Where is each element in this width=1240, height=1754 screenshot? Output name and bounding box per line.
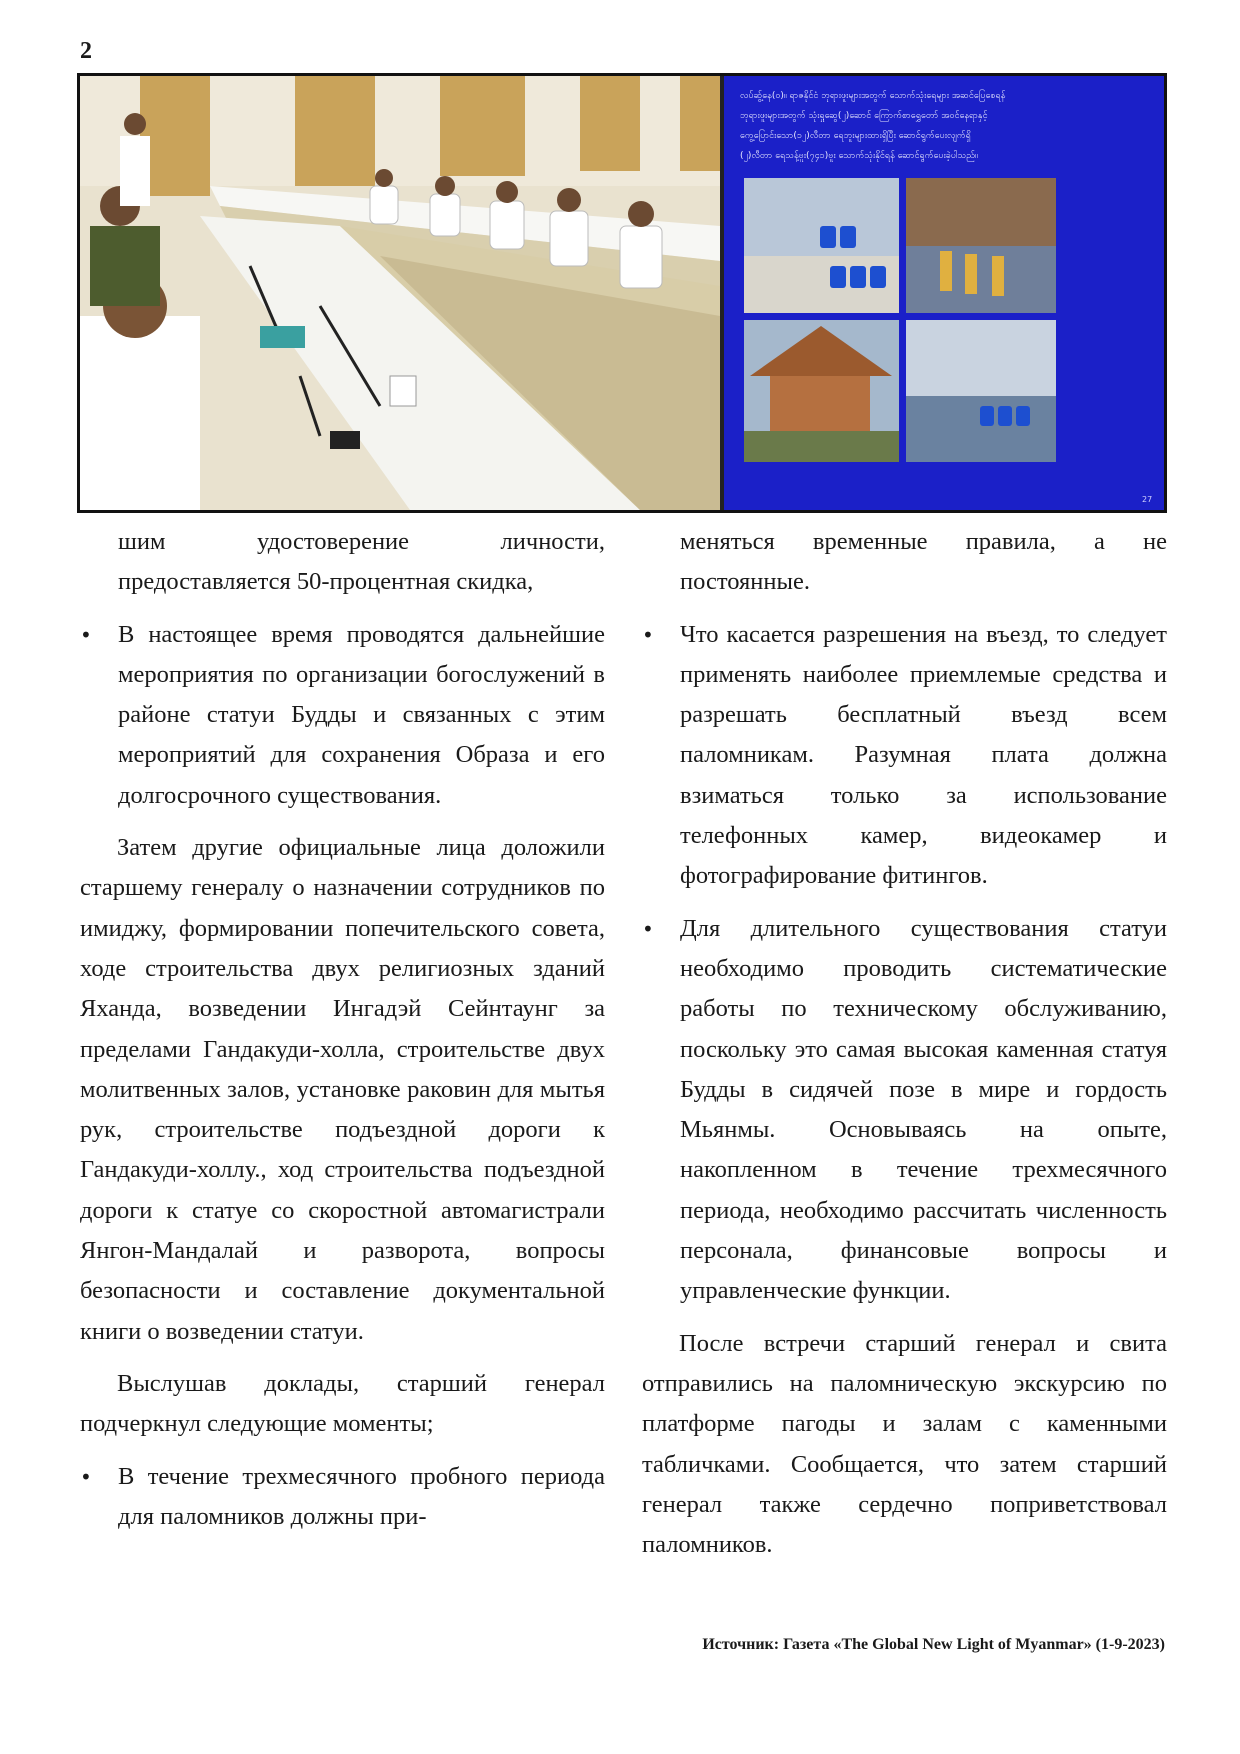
meeting-photo <box>77 73 1167 513</box>
meeting-photo-illustration <box>80 76 1164 510</box>
bullet-glyph: • <box>642 916 654 941</box>
paragraph-continuation: шим удостоверение личности, предоставляется 50-процентная скидка, <box>118 528 605 596</box>
bullet-text: В течение трехмесячного пробного периода для паломников должны при- <box>118 1462 605 1530</box>
bullet-glyph: • <box>642 622 654 647</box>
slide-line-3: ကွေ့ပြောင်းသော(၁၂)လီတာ ရေဘူးများထားရှိပြီး ဆောင်ရွက်ပေးလျက်ရှိ <box>740 131 971 141</box>
bullet-glyph: • <box>80 1464 92 1489</box>
bullet-item <box>80 615 605 816</box>
bullet-item <box>80 1457 605 1538</box>
paragraph-continuation: меняться временные правила, а не постоянные. <box>680 528 1167 596</box>
left-column <box>80 522 605 1549</box>
bullet-item <box>642 615 1167 897</box>
slide-line-2: ဘုရားဖူးများအတွက် သုံးရှုဆွေ(၂)ဆောင် ကြောက်စာရွှေတော် အဝင်နေရာနှင့် <box>740 111 988 121</box>
bullet-text: В настоящее время проводятся дальнейшие мероприятия по организации богослужений в районе статуи Будды и связанных с этим мероприятий для сохранения Образа и его долгосрочного существования. <box>118 620 605 809</box>
paragraph: Выслушав доклады, старший генерал подчеркнул следующие моменты; <box>80 1369 605 1438</box>
slide-page-number: 27 <box>1142 495 1153 504</box>
bullet-item <box>642 909 1167 1312</box>
paragraph: После встречи старший генерал и свита отправились на паломническую экскурсию по платформе пагоды и залам с каменными табличками. Сообщается, что затем старший генерал также сердечно поприветствовал паломников. <box>642 1329 1167 1559</box>
source-credit: Источник: Газета «The Global New Light of Myanmar» (1-9-2023) <box>702 1636 1165 1653</box>
bullet-glyph: • <box>80 622 92 647</box>
paragraph: Затем другие официальные лица доложили старшему генералу о назначении сотрудников по имиджу, формировании попечительского совета, ходе строительства двух религиозных зданий Яханда, возведении Ингадэй Сейнтаунг за пределами Гандакуди-холла, строительстве двух молитвенных залов, установке раковин для мытья рук, строительстве подъездной дороги к Гандакуди-холлу., ход строительства подъездной дороги к статуе со скоростной автомагистрали Янгон-Мандалай и разворота, вопросы безопасности и составление документальной книги о возведении статуи. <box>80 834 605 1345</box>
slide-line-4: (၂)လီတာ ရေသန့်ဗူး(၇၄၁)ဗူး သောက်သုံးနိုင်ရန် ဆောင်ရွက်ပေးခဲ့ပါသည်။ <box>740 151 978 161</box>
bullet-text: Для длительного существования статуи необходимо проводить систематические работы по техническому обслуживанию, поскольку это самая высокая каменная статуя Будды в сидячей позе в мире и гордость Мьянмы. Основываясь на опыте, накопленном в течение трехмесячного периода, необходимо рассчитать численность персонала, финансовые вопросы и управленческие функции. <box>680 914 1167 1305</box>
bullet-text: Что касается разрешения на въезд, то следует применять наиболее приемлемые средства и разрешать бесплатный въезд всем паломникам. Разумная плата должна взиматься только за использование телефонных камер, видеокамер и фотографирование фитингов. <box>680 620 1167 890</box>
page-number: 2 <box>80 38 92 64</box>
slide-line-1: လပ်ဆွ့်နေ(ဝ)။ ရာဇနိုင်ငံ ဘုရားဖူးများအတွက် သောက်သုံးရေများ အဆင်ပြေစေရန် <box>740 91 1006 101</box>
right-column <box>642 522 1167 1577</box>
